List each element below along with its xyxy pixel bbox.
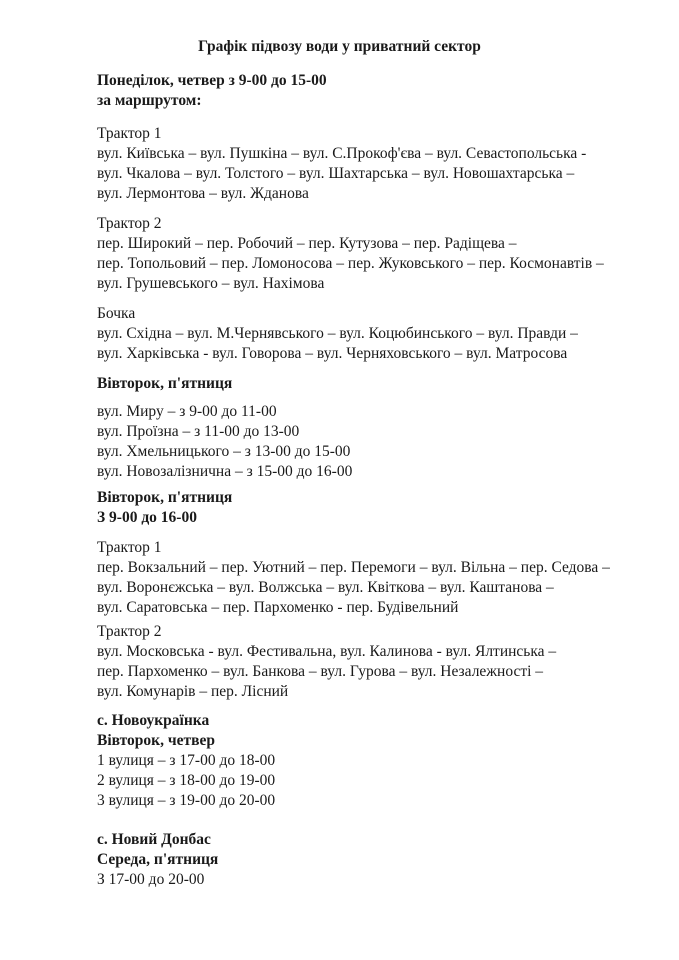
barrel-label: Бочка <box>97 305 136 322</box>
route-line: пер. Вокзальний – пер. Уютний – пер. Перемоги – вул. Вільна – пер. Седова – <box>97 559 610 576</box>
route-line: пер. Пархоменко – вул. Банкова – вул. Гурова – вул. Незалежності – <box>97 663 544 680</box>
tractor-label: Трактор 1 <box>97 125 162 142</box>
schedule-time-3: З 9-00 до 16-00 <box>97 509 197 526</box>
tractor-label: Трактор 2 <box>97 623 162 640</box>
village-name: с. Новоукраїнка <box>97 712 210 729</box>
route-line: вул. Лермонтова – вул. Жданова <box>97 185 309 202</box>
schedule-days: Середа, п'ятниця <box>97 851 219 868</box>
section-2-heading: Вівторок, п'ятниця <box>97 375 233 392</box>
schedule-time: З 17-00 до 20-00 <box>97 871 205 888</box>
schedule-days-1: Понеділок, четвер з 9-00 до 15-00 <box>97 72 327 89</box>
village-name: с. Новий Донбас <box>97 831 211 848</box>
section-3-heading <box>97 488 657 528</box>
route-line: вул. Київська – вул. Пушкіна – вул. С.Прокоф'єва – вул. Севастопольська - <box>97 145 587 162</box>
route-line: вул. Саратовська – пер. Пархоменко - пер. Будівельний <box>97 599 459 616</box>
tractor-1-route-2 <box>97 538 657 618</box>
schedule-days-3: Вівторок, п'ятниця <box>97 489 233 506</box>
route-line: вул. Московська - вул. Фестивальна, вул. Калинова - вул. Ялтинська – <box>97 643 557 660</box>
section-1-heading <box>97 71 657 111</box>
tractor-1-route <box>97 124 657 204</box>
route-line: вул. Комунарів – пер. Лісний <box>97 683 289 700</box>
route-line: вул. Воронєжська – вул. Волжська – вул. Квіткова – вул. Каштанова – <box>97 579 554 596</box>
street-schedule-item: 2 вулиця – з 18-00 до 19-00 <box>97 772 276 789</box>
tractor-2-route-2 <box>97 622 657 702</box>
tractor-label: Трактор 1 <box>97 539 162 556</box>
route-caption: за маршрутом: <box>97 92 202 109</box>
street-schedule-item: вул. Хмельницького – з 13-00 до 15-00 <box>97 443 351 460</box>
village-novoukrainka <box>97 711 657 811</box>
street-schedule-item: 3 вулиця – з 19-00 до 20-00 <box>97 792 276 809</box>
street-schedule-item: 1 вулиця – з 17-00 до 18-00 <box>97 752 276 769</box>
schedule-days: Вівторок, четвер <box>97 732 215 749</box>
tractor-2-route <box>97 214 657 294</box>
route-line: вул. Чкалова – вул. Толстого – вул. Шахтарська – вул. Новошахтарська – <box>97 165 575 182</box>
route-line: вул. Харківська - вул. Говорова – вул. Черняховського – вул. Матросова <box>97 345 568 362</box>
page-title: Графік підвозу води у приватний сектор <box>198 38 481 55</box>
street-schedule-item: вул. Новозалізнична – з 15-00 до 16-00 <box>97 463 353 480</box>
village-novyi-donbas <box>97 830 657 890</box>
tractor-label: Трактор 2 <box>97 215 162 232</box>
street-schedule-item: вул. Проїзна – з 11-00 до 13-00 <box>97 423 300 440</box>
barrel-route <box>97 304 657 364</box>
route-line: пер. Топольовий – пер. Ломоносова – пер. Жуковського – пер. Космонавтів – <box>97 255 604 272</box>
route-line: вул. Грушевського – вул. Нахімова <box>97 275 325 292</box>
route-line: вул. Східна – вул. М.Чернявського – вул. Коцюбинського – вул. Правди – <box>97 325 578 342</box>
street-schedule-list <box>97 402 657 482</box>
route-line: пер. Широкий – пер. Робочий – пер. Кутузова – пер. Радіщева – <box>97 235 517 252</box>
street-schedule-item: вул. Миру – з 9-00 до 11-00 <box>97 403 277 420</box>
